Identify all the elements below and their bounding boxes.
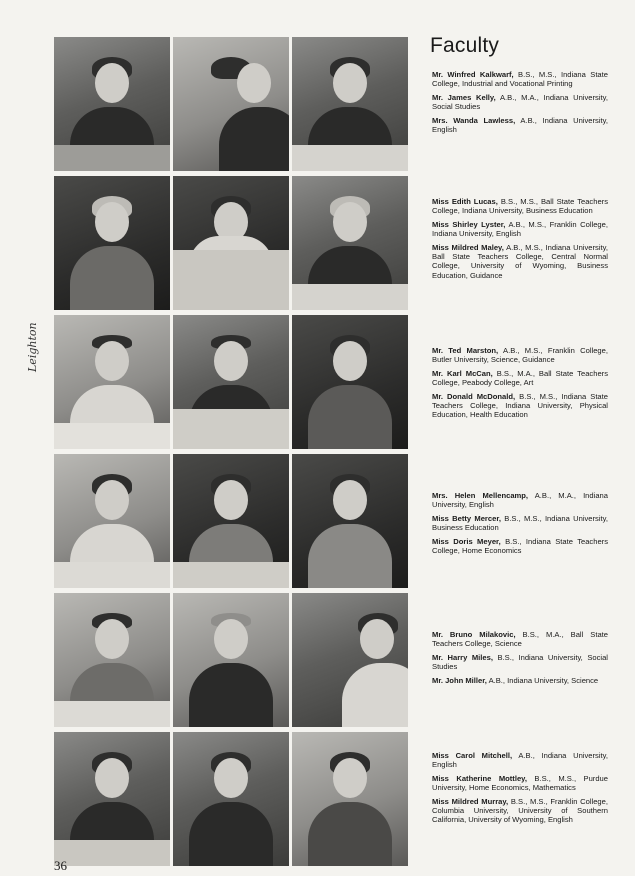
faculty-entry [432,93,608,112]
faculty-photo-maley [292,176,408,310]
faculty-entry [432,676,608,685]
faculty-name: Mr. Ted Marston, [432,346,499,355]
faculty-photo-mitchell [54,732,170,866]
faculty-name: Miss Shirley Lyster, [432,219,506,229]
faculty-name: Mr. James Kelly, [432,92,496,102]
faculty-photo-meyer [292,454,408,588]
faculty-entry [432,774,608,793]
faculty-details: A.B., Indiana University, Science [488,675,599,685]
faculty-photo-mercer [173,454,289,588]
faculty-name: Mr. John Miller, [432,675,487,685]
page-title: Faculty [430,34,500,57]
faculty-photo-mcdonald [292,315,408,449]
faculty-entry [432,197,608,216]
faculty-entry [432,220,608,239]
faculty-details: B.S., Indiana University, Social Studies [432,652,608,672]
faculty-details: A.B., M.S., Franklin College, Indiana University, English [432,219,608,239]
faculty-details: B.S., M.A., Ball State Teachers College, Peabody College, Art [432,368,608,388]
faculty-entry [432,70,608,89]
faculty-name: Miss Mildred Murray, [432,796,509,806]
faculty-entry [432,751,608,770]
faculty-photo-murray [292,732,408,866]
faculty-entry [432,537,608,556]
faculty-photo-kelly [173,37,289,171]
faculty-details: B.S., M.A., Ball State Teachers College, Science [432,630,608,649]
faculty-group-6 [432,751,608,829]
faculty-name: Miss Katherine Mottley, [432,773,527,783]
faculty-photo-miles [173,593,289,727]
faculty-photo-lyster [173,176,289,310]
faculty-details: B.S., M.S., Franklin College, Columbia University, University of Southern California, University of Wyoming, English [432,796,608,825]
faculty-details: B.S., M.S., Indiana University, Business Education [432,513,608,533]
faculty-entry [432,630,608,649]
faculty-photo-mellencamp [54,454,170,588]
faculty-photo-lawless [292,37,408,171]
faculty-entry [432,514,608,533]
faculty-group-5 [432,630,608,689]
faculty-name: Miss Edith Lucas, [432,197,498,206]
faculty-name: Mrs. Wanda Lawless, [432,115,516,125]
faculty-name: Mr. Donald McDonald, [432,391,516,401]
faculty-name: Mr. Karl McCan, [432,368,493,378]
faculty-group-1 [432,70,608,138]
faculty-name: Mr. Winfred Kalkwarf, [432,70,514,79]
faculty-entry [432,243,608,281]
faculty-details: B.S., M.S., Indiana State College, Industrial and Vocational Printing [432,70,608,89]
faculty-entry [432,797,608,825]
handwritten-signature: Leighton [26,322,39,372]
faculty-name: Mrs. Helen Mellencamp, [432,491,529,500]
faculty-details: B.S., M.S., Ball State Teachers College, Indiana University, Business Education [432,197,609,216]
faculty-group-2 [432,197,608,284]
faculty-photo-mccan [173,315,289,449]
faculty-photo-mottley [173,732,289,866]
faculty-name: Mr. Bruno Milakovic, [432,630,516,639]
faculty-entry [432,653,608,672]
page-number: 36 [54,858,67,873]
faculty-details: B.S., M.S., Purdue University, Home Economics, Mathematics [432,773,608,793]
faculty-photo-kalkwarf [54,37,170,171]
faculty-entry [432,346,608,365]
faculty-details: A.B., M.S., Franklin College, Butler University, Science, Guidance [432,346,608,365]
faculty-entry [432,369,608,388]
faculty-photo-marston [54,315,170,449]
faculty-details: A.B., M.A., Indiana University, Social Studies [432,92,608,112]
faculty-name: Miss Betty Mercer, [432,513,501,523]
faculty-name: Miss Mildred Maley, [432,242,504,252]
faculty-details: B.S., Indiana State Teachers College, Home Economics [432,536,609,556]
faculty-entry [432,491,608,510]
faculty-photo-miller [292,593,408,727]
faculty-name: Mr. Harry Miles, [432,652,493,662]
faculty-name: Miss Doris Meyer, [432,536,501,546]
faculty-group-4 [432,491,608,559]
faculty-entry [432,392,608,420]
faculty-photo-lucas [54,176,170,310]
faculty-details: A.B., M.S., Indiana University, Ball State Teachers College, Central Normal College, University of Wyoming, Business Education, Guidance [432,242,608,280]
faculty-photo-milakovic [54,593,170,727]
faculty-group-3 [432,346,608,424]
faculty-name: Miss Carol Mitchell, [432,751,513,760]
faculty-details: A.B., Indiana University, English [432,115,608,135]
faculty-details: A.B., M.A., Indiana University, English [432,491,608,510]
faculty-entry [432,116,608,135]
faculty-details: B.S., M.S., Indiana State Teachers College, Indiana University, Physical Education, Health Education [432,391,608,420]
faculty-details: A.B., Indiana University, English [432,751,608,770]
